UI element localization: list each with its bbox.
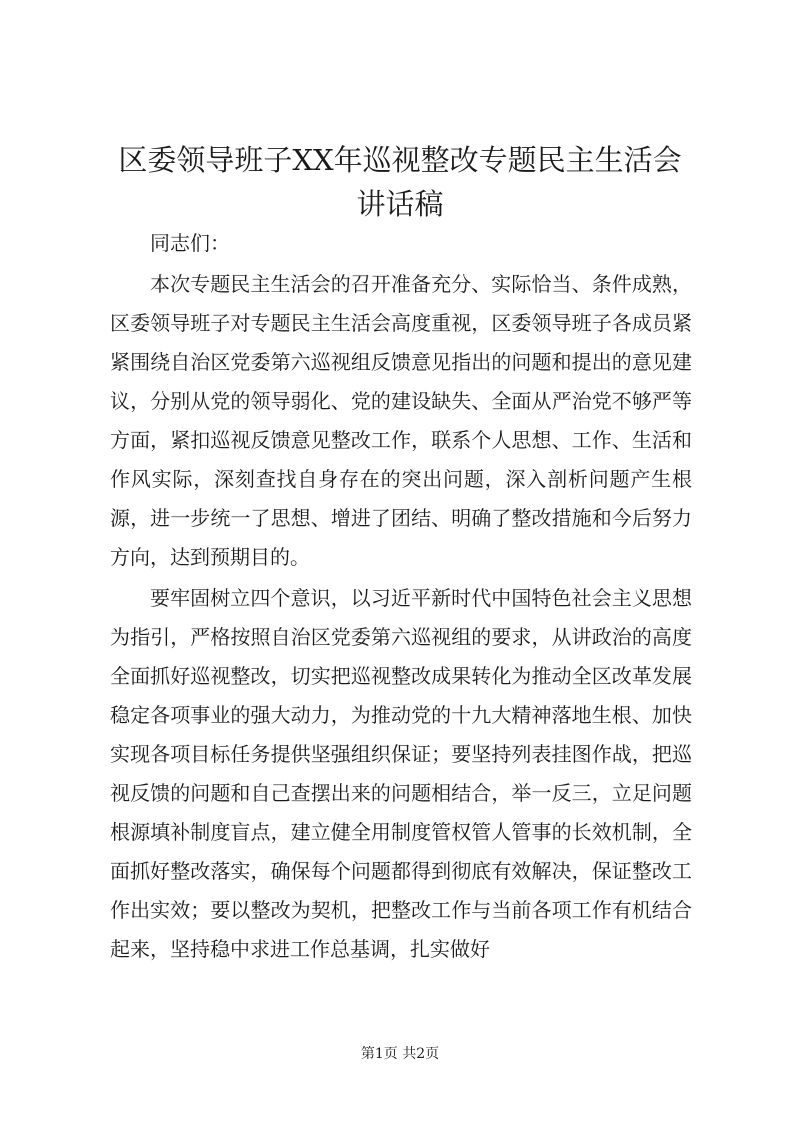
- title-line-2: 讲话稿: [356, 187, 444, 221]
- document-title: [100, 138, 700, 226]
- salutation-paragraph: 同志们：: [150, 231, 230, 255]
- body-paragraph-2: 要牢固树立四个意识，以习近平新时代中国特色社会主义思想为指引，严格按照自治区党委第六巡视组的要求，从讲政治的高度全面抓好巡视整改，切实把巡视整改成果转化为推动全区改革发展稳定各项事业的强大动力，为推动党的十九大精神落地生根、加快实现各项目标任务提供坚强组织保证；要坚持列表挂图作战，把巡视反馈的问题和自己查摆出来的问题相结合，举一反三，立足问题根源填补制度盲点，建立健全用制度管权管人管事的长效机制，全面抓好整改落实，确保每个问题都得到彻底有效解决，保证整改工作出实效；要以整改为契机，把整改工作与当前各项工作有机结合起来，坚持稳中求进工作总基调，扎实做好: [110, 586, 692, 961]
- title-line-1: 区委领导班子XX年巡视整改专题民主生活会: [118, 143, 682, 177]
- body-paragraph-1: 本次专题民主生活会的召开准备充分、实际恰当、条件成熟，区委领导班子对专题民主生活会高度重视，区委领导班子各成员紧紧围绕自治区党委第六巡视组反馈意见指出的问题和提出的意见建议，分别从党的领导弱化、党的建设缺失、全面从严治党不够严等方面，紧扣巡视反馈意见整改工作，联系个人思想、工作、生活和作风实际，深刻查找自身存在的突出问题，深入剖析问题产生根源，进一步统一了思想、增进了团结、明确了整改措施和今后努力方向，达到预期目的。: [110, 272, 692, 569]
- document-body: [110, 224, 692, 969]
- page-footer: 第1页 共2页: [360, 1046, 440, 1062]
